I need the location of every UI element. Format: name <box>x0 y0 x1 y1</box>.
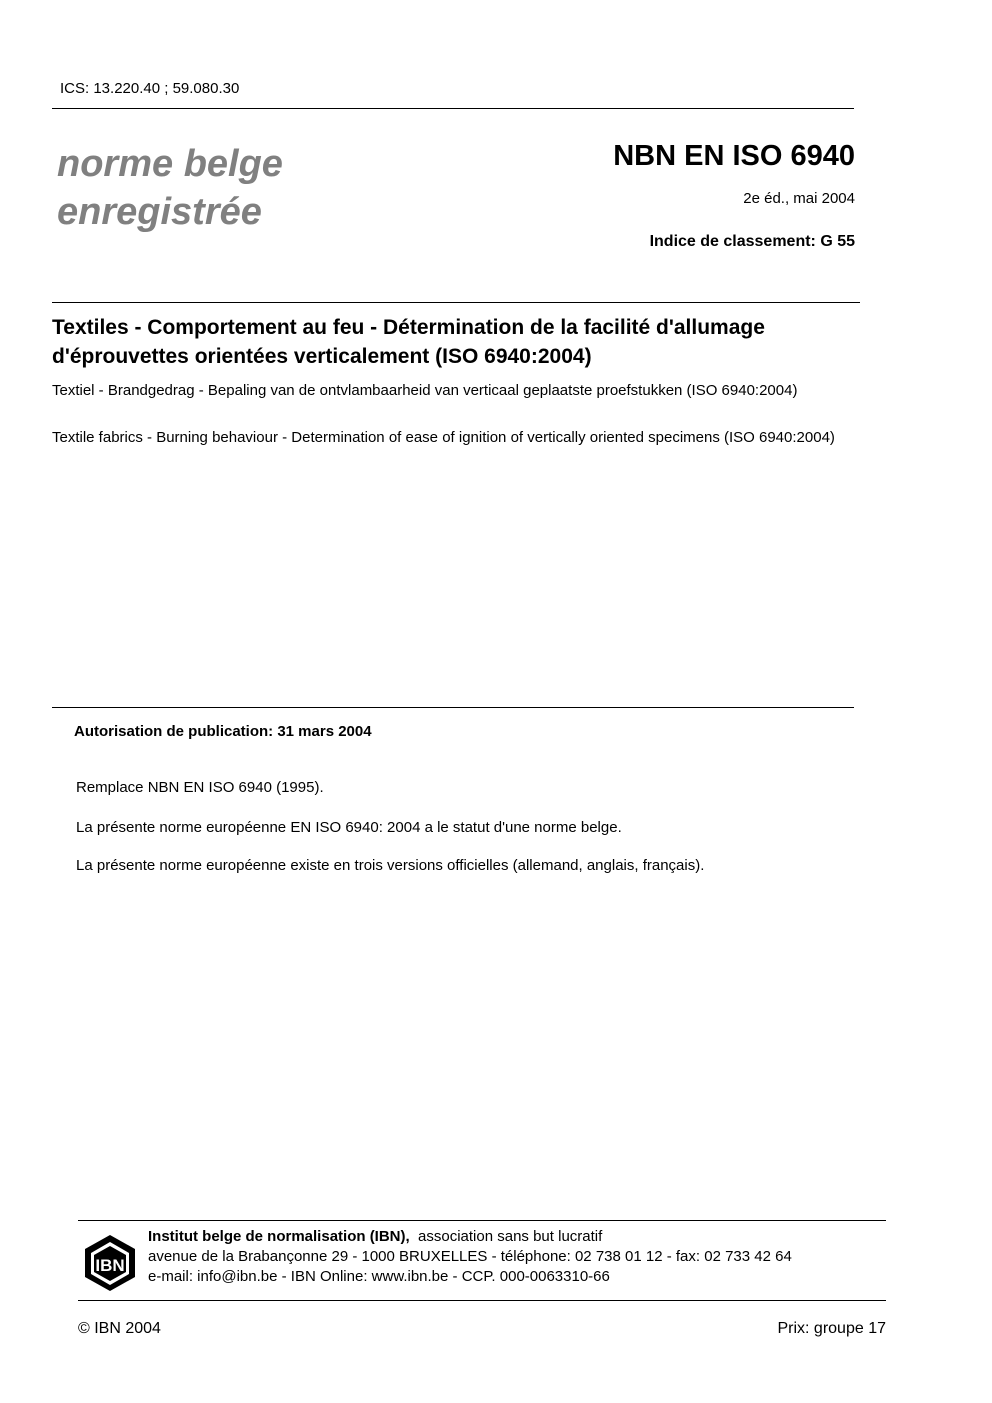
header-divider <box>52 108 854 109</box>
classification-index: Indice de classement: G 55 <box>649 233 855 250</box>
logo-text: IBN <box>95 1256 125 1275</box>
brand-line-2: enregistrée <box>57 191 262 233</box>
institute-info <box>148 1227 792 1287</box>
brand-title <box>57 140 283 236</box>
institute-description: association sans but lucratif <box>418 1228 603 1245</box>
price-group: Prix: groupe 17 <box>777 1320 886 1337</box>
brand-line-1: norme belge <box>57 143 283 185</box>
note-status: La présente norme européenne EN ISO 6940: 2004 a le statut d'une norme belge. <box>76 819 622 836</box>
institute-address: avenue de la Brabançonne 29 - 1000 BRUXELLES - téléphone: 02 738 01 12 - fax: 02 733 42 64 <box>148 1248 792 1265</box>
edition-date: 2e éd., mai 2004 <box>743 190 855 207</box>
footer-top-divider <box>78 1220 886 1221</box>
ibn-logo-icon <box>84 1234 136 1292</box>
publication-authorisation: Autorisation de publication: 31 mars 2004 <box>74 723 372 740</box>
ics-codes: ICS: 13.220.40 ; 59.080.30 <box>60 80 240 97</box>
title-french: Textiles - Comportement au feu - Détermination de la facilité d'allumage d'éprouvettes orientées verticalement (ISO 6940:2004) <box>52 316 765 368</box>
standard-number: NBN EN ISO 6940 <box>613 140 855 172</box>
title-divider <box>52 302 860 303</box>
note-replaces: Remplace NBN EN ISO 6940 (1995). <box>76 779 324 796</box>
title-english: Textile fabrics - Burning behaviour - Determination of ease of ignition of vertically oriented specimens (ISO 6940:2004) <box>52 429 835 446</box>
institute-name: Institut belge de normalisation (IBN), <box>148 1228 410 1245</box>
note-versions: La présente norme européenne existe en trois versions officielles (allemand, anglais, français). <box>76 857 705 874</box>
publication-divider <box>52 707 854 708</box>
title-dutch: Textiel - Brandgedrag - Bepaling van de ontvlambaarheid van verticaal geplaatste proefstukken (ISO 6940:2004) <box>52 382 798 399</box>
institute-contact: e-mail: info@ibn.be - IBN Online: www.ibn.be - CCP. 000-0063310-66 <box>148 1268 610 1285</box>
footer-bottom-divider <box>78 1300 886 1301</box>
copyright: © IBN 2004 <box>78 1320 161 1337</box>
